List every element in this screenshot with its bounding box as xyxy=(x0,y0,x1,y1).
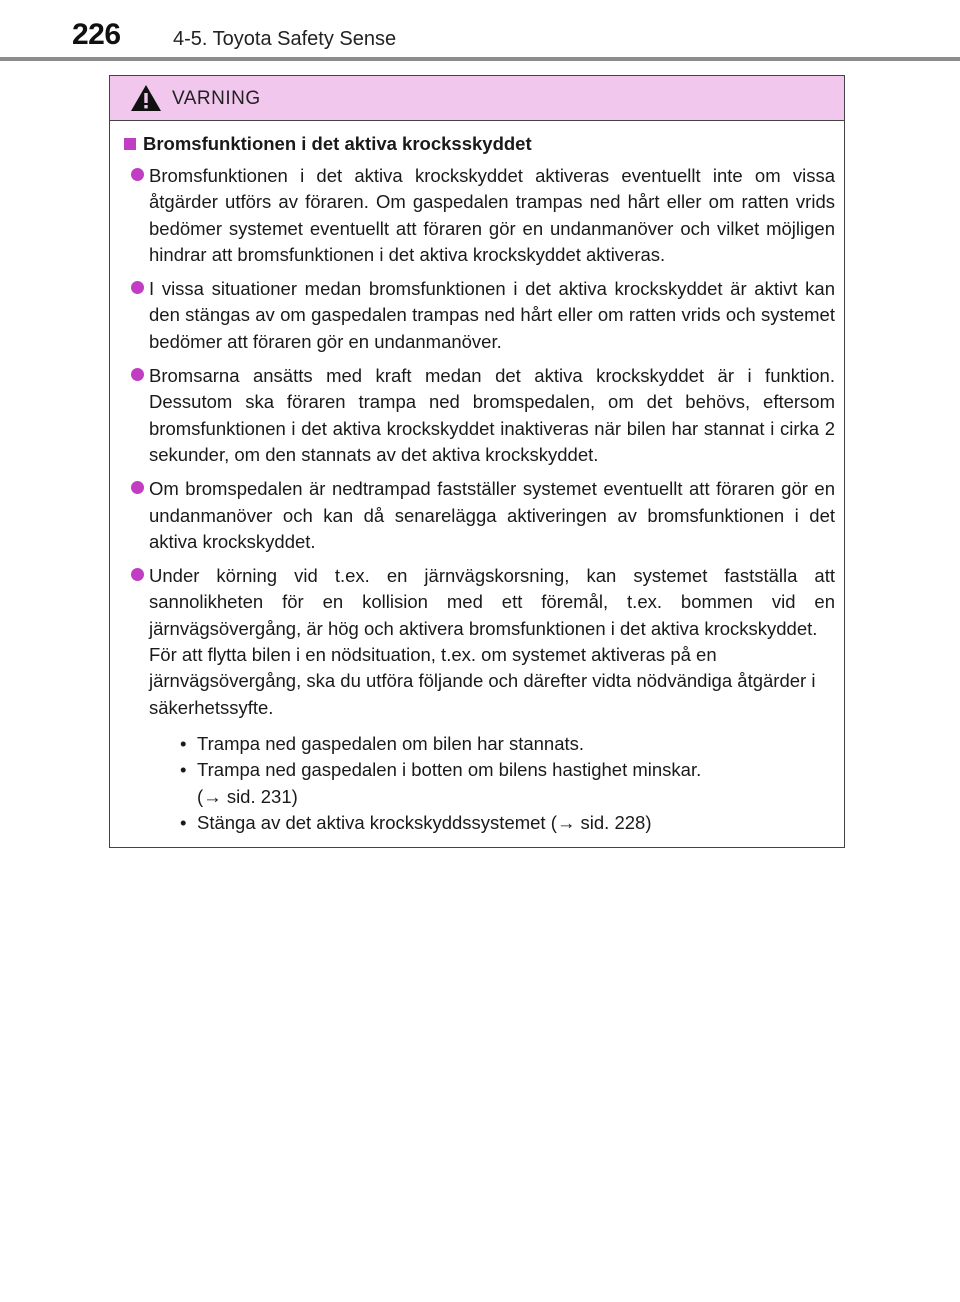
warning-heading-text: Bromsfunktionen i det aktiva krocksskyddet xyxy=(143,133,532,154)
item-text: I vissa situationer medan bromsfunktionen i det aktiva krockskyddet är aktivt kan den stängas av om gaspedalen trampas ned hårt eller om ratten vrids och systemet bedömer att föraren gör en undanmanöver. xyxy=(149,278,835,352)
action-item: • Stänga av det aktiva krockskyddssystemet (→ sid. 228) xyxy=(180,811,652,833)
list-item xyxy=(124,363,835,468)
action-text: Trampa ned gaspedalen i botten om bilens hastighet minskar. xyxy=(197,759,702,781)
warning-triangle-icon xyxy=(130,84,162,112)
item-text-extra: För att flytta bilen i en nödsituation, t.ex. om systemet aktiveras på en järnvägsövergång, ska du utföra följande och därefter vidta nödvändiga åtgärder i säkerhetssyfte. xyxy=(149,644,816,718)
action-item: • Trampa ned gaspedalen i botten om bilens hastighet minskar. (→ sid. 231) xyxy=(180,757,835,810)
arrow-right-icon: → xyxy=(203,785,222,807)
action-text: Stänga av det aktiva krockskyddssystemet xyxy=(197,811,546,833)
bullet-dot-icon xyxy=(131,168,144,181)
page-header xyxy=(0,0,960,62)
action-item: • Trampa ned gaspedalen om bilen har stannats. xyxy=(180,732,585,754)
bullet-dot-icon xyxy=(131,481,144,494)
page-reference[interactable]: (→ sid. 231) xyxy=(197,785,298,807)
action-text: Trampa ned gaspedalen om bilen har stannats. xyxy=(197,732,585,754)
item-text: Om bromspedalen är nedtrampad fastställer systemet eventuellt att föraren gör en undanmanöver och kan då senarelägga aktiveringen av bromsfunktionen i det aktiva krockskyddet. xyxy=(149,478,835,552)
item-text: Bromsfunktionen i det aktiva krockskyddet aktiveras eventuellt inte om vissa åtgärder utförs av föraren. Om gaspedalen trampas ned hårt eller om ratten vrids bedömer systemet eventuellt att föraren gör en undanmanöver och vilket möjligen hindrar att bromsfunktionen i det aktiva krockskyddet aktiveras. xyxy=(149,165,835,265)
section-title: 4-5. Toyota Safety Sense xyxy=(173,28,397,50)
list-item xyxy=(124,563,835,836)
warning-heading xyxy=(124,133,835,155)
warning-title: VARNING xyxy=(172,88,261,109)
bullet-dot-icon xyxy=(131,368,144,381)
warning-content xyxy=(110,121,844,836)
warning-box xyxy=(109,75,845,848)
list-item xyxy=(124,476,835,555)
list-item xyxy=(124,163,835,268)
bullet-dot-icon xyxy=(131,568,144,581)
arrow-right-icon: → xyxy=(556,811,576,833)
item-text: Bromsarna ansätts med kraft medan det aktiva krockskyddet är i funktion. Dessutom ska föraren trampa ned bromspedalen, om det behövs, eftersom bromsfunktionen i det aktiva krockskyddet inaktiveras när bilen har stannat i cirka 2 sekunder, om den stannats av det aktiva krockskyddet. xyxy=(149,365,835,465)
item-text: Under körning vid t.ex. en järnvägskorsning, kan systemet fastställa att sannolikheten för en kollision med ett föremål, t.ex. bommen vid en järnvägsövergång, är hög och aktivera bromsfunktionen i det aktiva krockskyddet. xyxy=(149,565,835,639)
square-bullet-icon xyxy=(124,138,136,150)
page-reference[interactable]: (→ sid. 228) xyxy=(550,811,652,833)
bullet-dot-icon xyxy=(131,281,144,294)
action-list xyxy=(149,731,835,836)
page-number: 226 xyxy=(72,18,121,51)
header-divider xyxy=(0,57,960,61)
list-item xyxy=(124,276,835,355)
warning-header xyxy=(110,76,844,121)
